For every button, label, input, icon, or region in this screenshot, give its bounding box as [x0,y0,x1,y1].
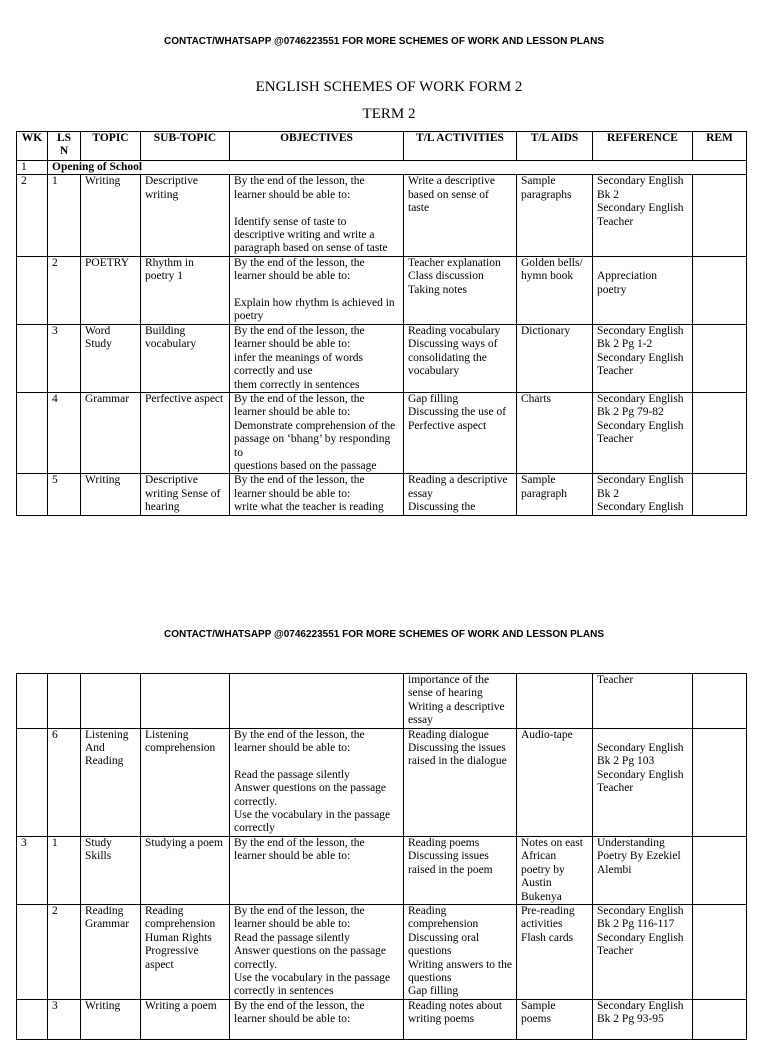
cell-reference: Secondary English Bk 2 Secondary English Teacher [593,175,693,256]
cell-objectives: By the end of the lesson, the learner should be able to: write what the teacher is reading [230,474,404,515]
cell-lsn: 2 [48,904,81,999]
cell-reference: Secondary English Bk 2 Pg 116-117 Secondary English Teacher [593,904,693,999]
cell-wk [17,392,48,473]
contact-header-top: CONTACT/WHATSAPP @0746223551 FOR MORE SCHEMES OF WORK AND LESSON PLANS [164,36,604,47]
cell-objectives: By the end of the lesson, the learner should be able to: Demonstrate comprehension of the passage on ‘bhang’ by responding to questions based on the passage [230,392,404,473]
cell-subtopic [141,674,230,729]
col-subtopic: SUB-TOPIC [141,132,230,161]
cell-lsn: 6 [48,728,81,836]
cell-subtopic: Building vocabulary [141,324,230,392]
cell-objectives: By the end of the lesson, the learner should be able to: Identify sense of taste to descriptive writing and write a paragraph based on sense of taste [230,175,404,256]
col-lsn: LS N [48,132,81,161]
cell-rem [693,324,747,392]
cell-lsn: 1 [48,836,81,904]
cell-lsn: 1 [48,175,81,256]
cell-aids: Audio-tape [517,728,593,836]
cell-activities: Reading vocabulary Discussing ways of consolidating the vocabulary [404,324,517,392]
cell-topic: Reading Grammar [81,904,141,999]
cell-subtopic: Descriptive writing Sense of hearing [141,474,230,515]
cell-reference: Appreciation poetry [593,256,693,324]
cell-objectives: By the end of the lesson, the learner should be able to: Explain how rhythm is achieved in poetry [230,256,404,324]
cell-activities: Reading poems Discussing issues raised in the poem [404,836,517,904]
cell-aids: Pre-reading activities Flash cards [517,904,593,999]
cell-wk [17,324,48,392]
cell-lsn: 3 [48,999,81,1039]
cell-aids: Sample poems [517,999,593,1039]
cell-rem [693,175,747,256]
cell-wk [17,474,48,515]
cell-lsn [48,674,81,729]
cell-subtopic: Perfective aspect [141,392,230,473]
cell-rem [693,836,747,904]
cell-aids [517,674,593,729]
cell-reference: Secondary English Bk 2 Pg 79-82 Secondary English Teacher [593,392,693,473]
cell-objectives: By the end of the lesson, the learner should be able to: Read the passage silently Answer questions on the passage correctly. Use the vocabulary in the passage correctly in sentences [230,904,404,999]
cell-activities: Reading a descriptive essay Discussing the [404,474,517,515]
table-row [17,474,747,515]
cell-activities: importance of the sense of hearing Writing a descriptive essay [404,674,517,729]
cell-aids: Dictionary [517,324,593,392]
cell-topic: Listening And Reading [81,728,141,836]
contact-header-page2: CONTACT/WHATSAPP @0746223551 FOR MORE SCHEMES OF WORK AND LESSON PLANS [164,629,604,640]
cell-aids: Golden bells/ hymn book [517,256,593,324]
cell-aids: Sample paragraphs [517,175,593,256]
cell-lsn: 5 [48,474,81,515]
cell-topic: Writing [81,474,141,515]
col-rem: REM [693,132,747,161]
cell-wk: 3 [17,836,48,904]
cell-activities: Reading dialogue Discussing the issues raised in the dialogue [404,728,517,836]
cell-subtopic: Rhythm in poetry 1 [141,256,230,324]
cell-reference: Secondary English Bk 2 Pg 1-2 Secondary English Teacher [593,324,693,392]
cell-rem [693,999,747,1039]
cell-reference: Teacher [593,674,693,729]
table-row [17,674,747,729]
cell-topic: Grammar [81,392,141,473]
cell-reference: Understanding Poetry By Ezekiel Alembi [593,836,693,904]
col-activities: T/L ACTIVITIES [404,132,517,161]
cell-objectives: By the end of the lesson, the learner should be able to: Read the passage silently Answer questions on the passage correctly. Use the vocabulary in the passage correctly [230,728,404,836]
table-row [17,904,747,999]
cell-activities: Gap filling Discussing the use of Perfective aspect [404,392,517,473]
col-aids: T/L AIDS [517,132,593,161]
col-objectives: OBJECTIVES [230,132,404,161]
header-row [17,132,747,161]
cell-reference: Secondary English Bk 2 Pg 103 Secondary English Teacher [593,728,693,836]
opening-row [17,161,747,175]
cell-reference: Secondary English Bk 2 Secondary English [593,474,693,515]
cell-activities: Teacher explanation Class discussion Taking notes [404,256,517,324]
cell-topic: Writing [81,999,141,1039]
table-row [17,392,747,473]
scheme-table-page2 [16,673,747,1040]
cell-rem [693,256,747,324]
table-row [17,728,747,836]
col-wk: WK [17,132,48,161]
table-row [17,256,747,324]
cell-rem [693,674,747,729]
cell-objectives: By the end of the lesson, the learner should be able to: [230,999,404,1039]
cell-wk [17,999,48,1039]
cell-objectives: By the end of the lesson, the learner should be able to: infer the meanings of words correctly and use them correctly in sentences [230,324,404,392]
table-row [17,836,747,904]
col-topic: TOPIC [81,132,141,161]
table-row [17,175,747,256]
cell-rem [693,728,747,836]
cell-wk [17,256,48,324]
cell-objectives: By the end of the lesson, the learner should be able to: [230,836,404,904]
cell-activities: Reading comprehension Discussing oral questions Writing answers to the questions Gap filling [404,904,517,999]
cell-aids: Notes on east African poetry by Austin Bukenya [517,836,593,904]
opening-wk: 1 [17,161,48,175]
cell-subtopic: Listening comprehension [141,728,230,836]
cell-rem [693,392,747,473]
cell-subtopic: Studying a poem [141,836,230,904]
table-row [17,999,747,1039]
cell-reference: Secondary English Bk 2 Pg 93-95 [593,999,693,1039]
document-title: ENGLISH SCHEMES OF WORK FORM 2 [255,79,523,95]
term-label: TERM 2 [362,106,416,122]
cell-rem [693,904,747,999]
cell-wk: 2 [17,175,48,256]
cell-topic: Word Study [81,324,141,392]
cell-rem [693,474,747,515]
cell-lsn: 2 [48,256,81,324]
table-row [17,324,747,392]
cell-aids: Charts [517,392,593,473]
cell-lsn: 3 [48,324,81,392]
cell-aids: Sample paragraph [517,474,593,515]
cell-activities: Reading notes about writing poems [404,999,517,1039]
opening-text: Opening of School [48,161,747,175]
cell-topic: Writing [81,175,141,256]
cell-subtopic: Descriptive writing [141,175,230,256]
cell-objectives [230,674,404,729]
cell-wk [17,674,48,729]
cell-wk [17,728,48,836]
cell-activities: Write a descriptive based on sense of taste [404,175,517,256]
cell-subtopic: Reading comprehension Human Rights Progressive aspect [141,904,230,999]
col-reference: REFERENCE [593,132,693,161]
cell-topic: Study Skills [81,836,141,904]
cell-topic [81,674,141,729]
cell-subtopic: Writing a poem [141,999,230,1039]
cell-lsn: 4 [48,392,81,473]
cell-topic: POETRY [81,256,141,324]
cell-wk [17,904,48,999]
scheme-table-page1 [16,131,747,516]
